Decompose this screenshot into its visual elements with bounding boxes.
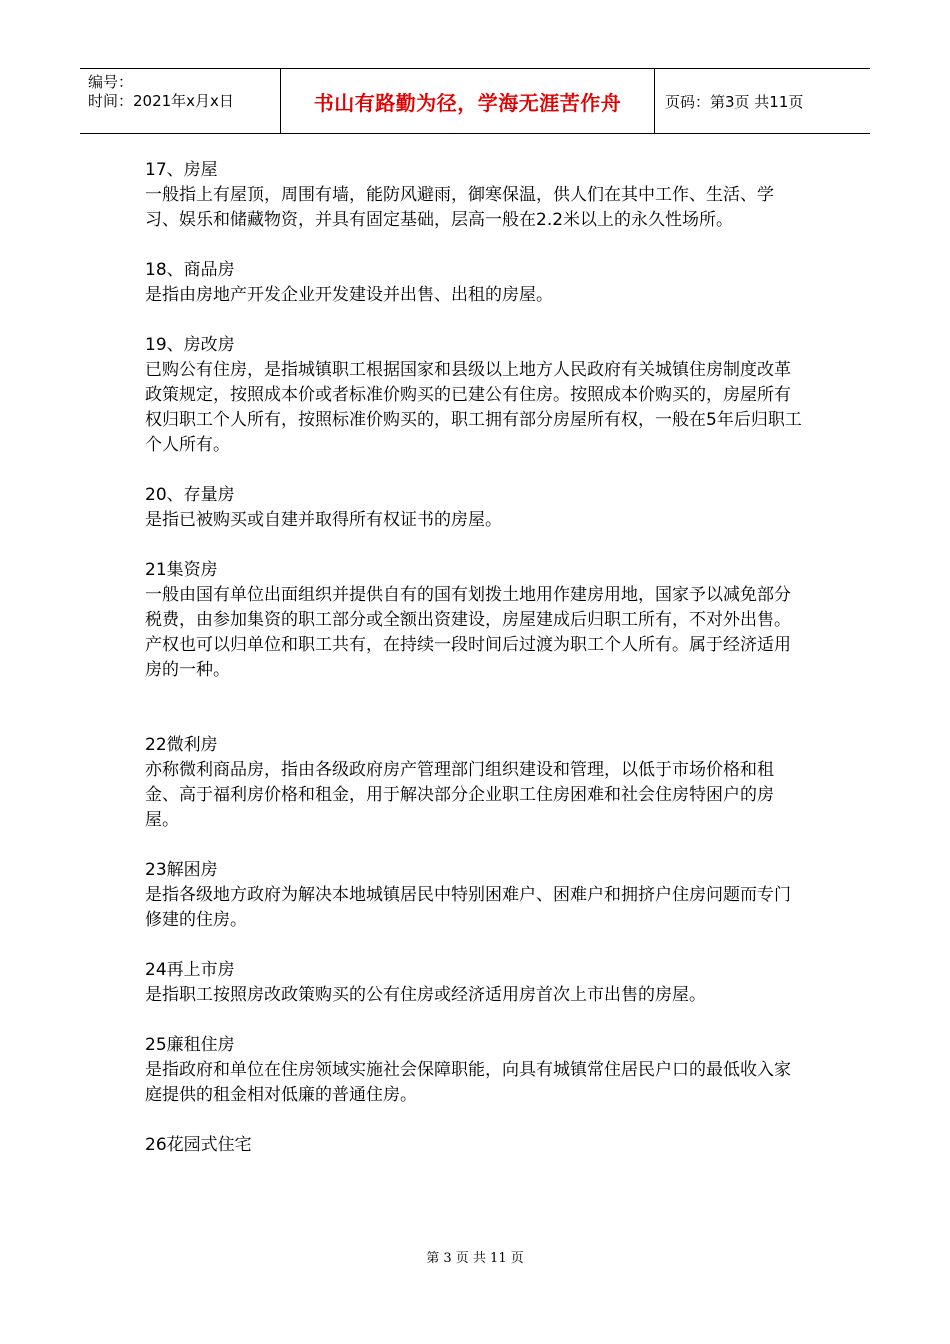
page-footer: 第 3 页 共 11 页 (426, 1251, 524, 1266)
term-entry (145, 333, 805, 458)
term-title: 20、存量房 (145, 485, 235, 505)
header-meta (80, 69, 281, 133)
term-definition: 亦称微利商品房，指由各级政府房产管理部门组织建设和管理，以低于市场价格和租金、高于福利房价格和租金，用于解决部分企业职工住房困难和社会住房特困户的房屋。 (145, 760, 774, 830)
term-title: 21集资房 (145, 560, 218, 580)
term-entry (145, 558, 805, 683)
term-entry (145, 483, 805, 533)
term-entry (145, 733, 805, 833)
document-number-label: 编号： (88, 73, 134, 91)
term-title: 19、房改房 (145, 335, 235, 355)
term-entry (145, 858, 805, 933)
term-title: 17、房屋 (145, 160, 218, 180)
term-definition: 是指各级地方政府为解决本地城镇居民中特别困难户、困难户和拥挤户住房问题而专门修建的住房。 (145, 885, 791, 930)
term-title: 26花园式住宅 (145, 1135, 252, 1155)
term-title: 25廉租住房 (145, 1035, 235, 1055)
term-entry (145, 1133, 805, 1158)
document-time-label: 时间：2021年x月x日 (88, 92, 234, 110)
term-definition: 是指政府和单位在住房领域实施社会保障职能，向具有城镇常住居民户口的最低收入家庭提供的租金相对低廉的普通住房。 (145, 1060, 791, 1105)
term-entry (145, 158, 805, 233)
term-entry (145, 258, 805, 308)
document-body (145, 158, 805, 1183)
term-title: 24再上市房 (145, 960, 235, 980)
term-title: 18、商品房 (145, 260, 235, 280)
term-definition: 已购公有住房，是指城镇职工根据国家和县级以上地方人民政府有关城镇住房制度改革政策规定，按照成本价或者标准价购买的已建公有住房。按照成本价购买的，房屋所有权归职工个人所有，按照标准价购买的，职工拥有部分房屋所有权，一般在5年后归职工个人所有。 (145, 360, 802, 455)
term-title: 22微利房 (145, 735, 218, 755)
term-definition: 是指已被购买或自建并取得所有权证书的房屋。 (145, 510, 502, 530)
page-header (80, 68, 870, 134)
term-entry (145, 958, 805, 1008)
term-definition: 一般由国有单位出面组织并提供自有的国有划拨土地用作建房用地，国家予以减免部分税费，由参加集资的职工部分或全额出资建设，房屋建成后归职工所有，不对外出售。产权也可以归单位和职工共有，在持续一段时间后过渡为职工个人所有。属于经济适用房的一种。 (145, 585, 791, 680)
header-motto: 书山有路勤为径，学海无涯苦作舟 (281, 69, 655, 133)
term-definition: 一般指上有屋顶，周围有墙，能防风避雨，御寒保温，供人们在其中工作、生活、学习、娱乐和储藏物资，并具有固定基础，层高一般在2.2米以上的永久性场所。 (145, 185, 774, 230)
term-entry (145, 1033, 805, 1108)
header-page-info: 页码：第3页 共11页 (665, 92, 804, 111)
term-definition: 是指由房地产开发企业开发建设并出售、出租的房屋。 (145, 285, 553, 305)
term-title: 23解困房 (145, 860, 218, 880)
term-definition: 是指职工按照房改政策购买的公有住房或经济适用房首次上市出售的房屋。 (145, 985, 706, 1005)
